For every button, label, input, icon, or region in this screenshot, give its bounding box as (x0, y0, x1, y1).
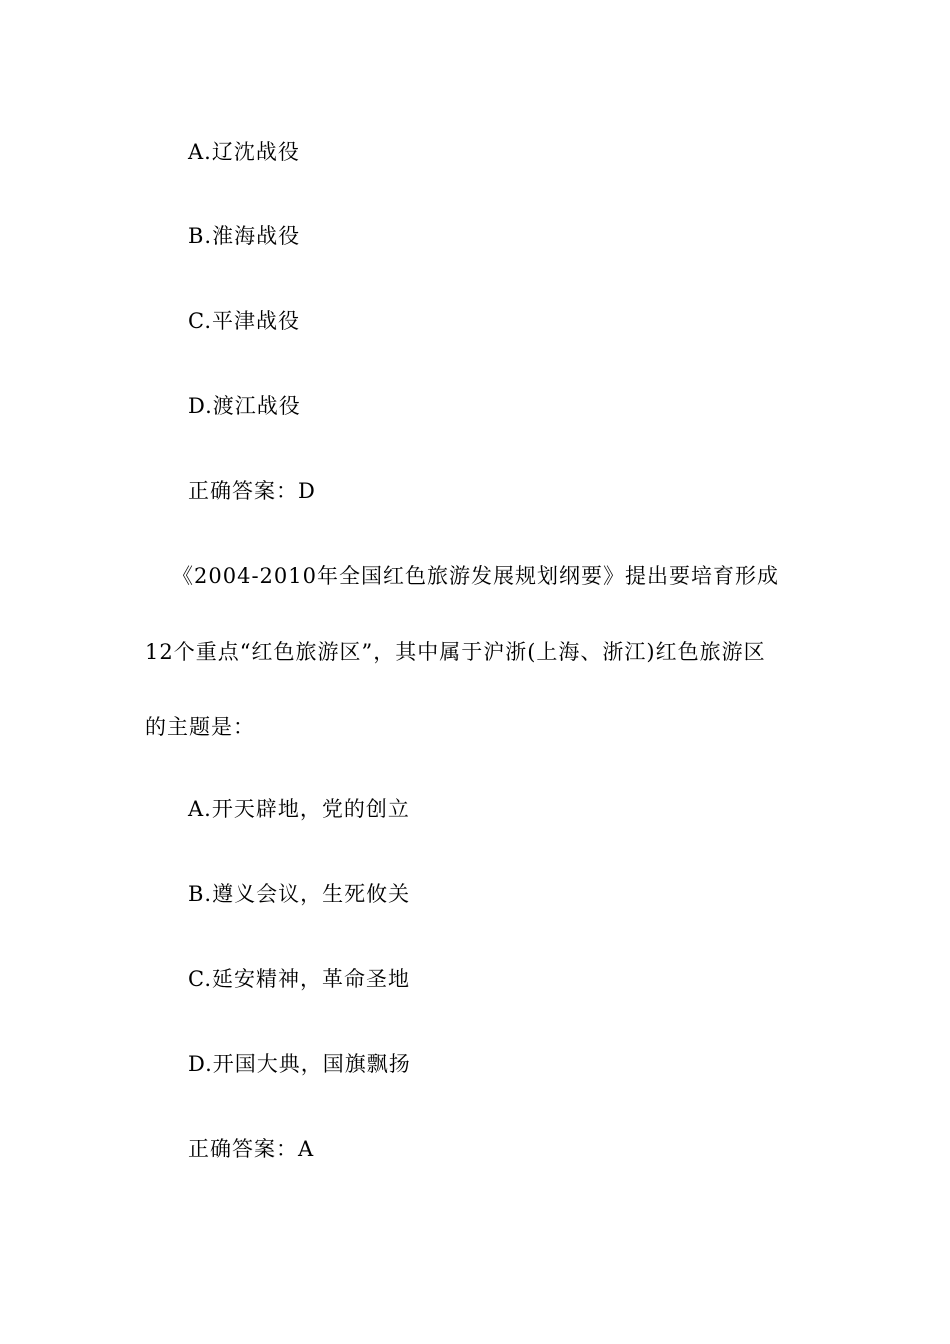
q2-option-c: C.延安精神，革命圣地 (188, 967, 410, 991)
q2-option-d: D.开国大典，国旗飘扬 (188, 1052, 411, 1076)
q2-answer: 正确答案：A (188, 1137, 315, 1161)
q1-option-c: C.平津战役 (188, 309, 300, 333)
q2-option-a: A.开天辟地，党的创立 (188, 797, 410, 821)
q1-option-d: D.渡江战役 (188, 394, 301, 418)
q1-option-a: A.辽沈战役 (188, 140, 300, 164)
q2-option-b: B.遵义会议，生死攸关 (188, 882, 411, 906)
q1-answer: 正确答案：D (188, 479, 316, 503)
q2-stem-line-1: 《2004-2010年全国红色旅游发展规划纲要》提出要培育形成 (172, 564, 779, 588)
q2-stem-line-3: 的主题是： (145, 715, 255, 739)
q2-stem-line-2: 12个重点“红色旅游区”，其中属于沪浙(上海、浙江)红色旅游区 (145, 640, 766, 664)
q1-option-b: B.淮海战役 (188, 224, 301, 248)
